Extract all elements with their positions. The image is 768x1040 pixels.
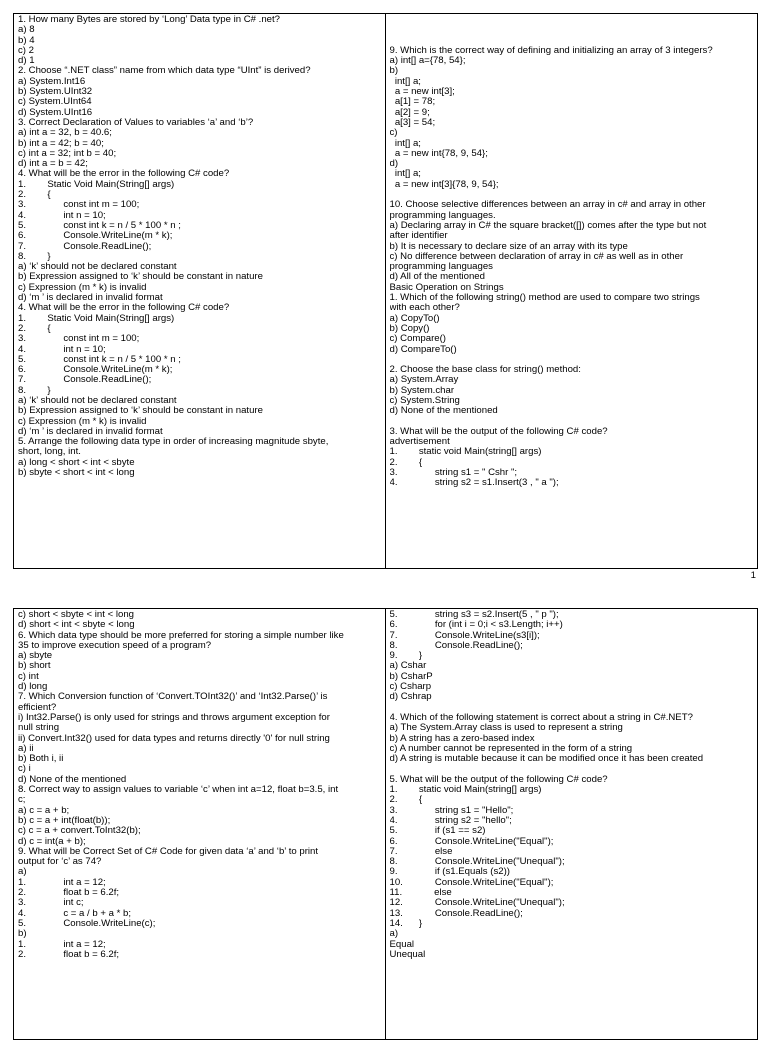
text-line: d) (389, 159, 399, 170)
text-line: c) i (18, 764, 31, 775)
text-line: c) Csharp (389, 682, 432, 693)
text-line: d) short < int < sbyte < long (18, 620, 135, 631)
text-line: with each other? (389, 303, 460, 314)
text-line: 4. What will be the error in the following C# code? (18, 169, 230, 180)
text-line: efficient? (18, 702, 57, 713)
text-line: 4. Which of the following statement is correct about a string in C#.NET? (389, 712, 693, 723)
text-line: c) int (18, 671, 39, 682)
text-line: 2. { (389, 457, 423, 468)
text-line: 3. const int m = 100; (18, 334, 140, 345)
text-line: d) None of the mentioned (18, 774, 127, 785)
text-line: output for ‘c’ as 74? (18, 857, 102, 868)
text-line: 2. Choose the base class for string() method: (389, 365, 581, 376)
text-line (390, 25, 754, 35)
text-line: b) Expression assigned to ‘k’ should be constant in nature (18, 406, 263, 417)
text-line: 9. What will be Correct Set of C# Code for given data ‘a’ and ‘b’ to print (18, 846, 319, 857)
text-line: 3. What will be the output of the following C# code? (389, 426, 608, 437)
text-line: d) Cshrap (389, 692, 432, 703)
text-line: 4. int n = 10; (18, 344, 106, 355)
text-line (390, 417, 754, 427)
document-page-1 (13, 13, 758, 569)
text-line: d) A string is mutable because it can be modified once it has been created (389, 754, 704, 765)
text-line: b) short (18, 661, 51, 672)
text-line: c) Expression (m * k) is invalid (18, 282, 147, 293)
text-line: int[] a; (389, 76, 421, 87)
text-line: d) All of the mentioned (389, 272, 485, 283)
text-line: 10. Choose selective differences between an array in c# and array in other (389, 200, 706, 211)
text-line: 7. Console.ReadLine(); (18, 375, 152, 386)
text-line: a = new int[3]{78, 9, 54}; (389, 179, 499, 190)
text-line: 2. { (18, 190, 51, 201)
text-line: c) A number cannot be represented in the form of a string (389, 743, 633, 754)
text-line: 2. float b = 6.2f; (18, 888, 120, 899)
text-line: programming languages. (389, 210, 496, 221)
document-page-2 (13, 608, 758, 1040)
text-line: a) ‘k’ should not be declared constant (18, 262, 177, 273)
text-line: c) No difference between declaration of array in c# as well as in other (389, 251, 684, 262)
page-2-right-column (386, 609, 758, 1039)
text-line: after identifier (389, 231, 448, 242)
text-line: null string (18, 723, 60, 734)
text-line: d) 1 (18, 56, 35, 67)
text-line (390, 355, 754, 365)
text-line: d) int a = b = 42; (18, 159, 88, 170)
text-line: 6. Console.WriteLine(m * k); (18, 231, 173, 242)
text-line: 6. Which data type should be more preferred for storing a simple number like (18, 630, 344, 641)
page-1-left-column (14, 14, 386, 568)
text-line: 4. What will be the error in the following C# code? (18, 303, 230, 314)
text-line: advertisement (389, 437, 450, 448)
text-line: 12. Console.WriteLine("Unequal"); (389, 898, 565, 909)
text-line: b) Both i, ii (18, 754, 64, 765)
text-line: 5. const int k = n / 5 * 100 * n ; (18, 220, 181, 231)
text-line: 7. Console.ReadLine(); (18, 241, 152, 252)
text-line: a) long < short < int < sbyte (18, 457, 135, 468)
text-line: programming languages (389, 262, 493, 273)
text-line: c) System.String (389, 395, 460, 406)
text-line: Equal (389, 939, 415, 950)
text-line: 2. { (18, 323, 51, 334)
text-line: c) c = a + convert.ToInt32(b); (18, 826, 141, 837)
text-line: 1. Which of the following string() method are used to compare two strings (389, 293, 700, 304)
text-line: 4. int n = 10; (18, 210, 106, 221)
text-line: 1. static void Main(string[] args) (389, 785, 542, 796)
text-line: 8. Console.WriteLine("Unequal"); (389, 857, 565, 868)
text-line: d) c = int(a + b); (18, 836, 86, 847)
text-line: a[3] = 54; (389, 117, 436, 128)
text-line: 5. const int k = n / 5 * 100 * n ; (18, 354, 181, 365)
text-line: a) Declaring array in C# the square bracket([]) comes after the type but not (389, 220, 707, 231)
text-line: d) ‘m ’ is declared in invalid format (18, 426, 163, 437)
text-line: b) It is necessary to declare size of an array with its type (389, 241, 628, 252)
text-line: d) CompareTo() (389, 344, 457, 355)
text-line: a) sbyte (18, 651, 53, 662)
text-line: 2. float b = 6.2f; (18, 949, 120, 960)
text-line: 14. } (389, 918, 423, 929)
text-line: a) Cshar (389, 661, 427, 672)
text-line: a) c = a + b; (18, 805, 70, 816)
text-line: 4. c = a / b + a * b; (18, 908, 132, 919)
text-line: 3. Correct Declaration of Values to variables ‘a’ and ‘b’? (18, 117, 254, 128)
text-line: 2. { (389, 795, 423, 806)
text-line: d) ‘m ’ is declared in invalid format (18, 293, 163, 304)
text-line: b) System.char (389, 385, 455, 396)
text-line: 3. const int m = 100; (18, 200, 140, 211)
text-line: d) System.UInt16 (18, 107, 93, 118)
text-line: 3. string s1 = " Cshr "; (389, 468, 518, 479)
text-line: a) int[] a={78, 54}; (389, 56, 466, 67)
text-line: 7. else (389, 846, 453, 857)
page-2-left-column (14, 609, 386, 1039)
text-line: b) CsharP (389, 671, 433, 682)
text-line: short, long, int. (18, 447, 81, 458)
text-line: 8. Correct way to assign values to variable ‘c’ when int a=12, float b=3.5, int (18, 785, 339, 796)
text-line: c) short < sbyte < int < long (18, 610, 134, 620)
text-line: c) System.UInt64 (18, 97, 92, 108)
text-line: 5. What will be the output of the following C# code? (389, 774, 608, 785)
text-line: b) Expression assigned to ‘k’ should be constant in nature (18, 272, 263, 283)
text-line (390, 703, 754, 713)
text-line: 9. if (s1.Equals (s2)) (389, 867, 510, 878)
text-line: 1. Static Void Main(String[] args) (18, 313, 175, 324)
text-line: 4. string s2 = "hello"; (389, 815, 512, 826)
text-line: 6. Console.WriteLine(m * k); (18, 365, 173, 376)
text-line: a) 8 (18, 25, 35, 36)
text-line: a) CopyTo() (389, 313, 440, 324)
text-line: ii) Convert.Int32() used for data types and returns directly '0' for null string (18, 733, 330, 744)
text-line (390, 36, 754, 46)
text-line: a) System.Int16 (18, 76, 86, 87)
text-line: b) sbyte < short < int < long (18, 468, 135, 479)
text-line: b) (18, 929, 27, 940)
text-line: c) Expression (m * k) is invalid (18, 416, 147, 427)
text-line (390, 764, 754, 774)
text-line: 6. for (int i = 0;i < s3.Length; i++) (389, 620, 563, 631)
text-line: d) long (18, 682, 48, 693)
text-line: 9. } (389, 651, 423, 662)
text-line: 8. Console.ReadLine(); (389, 640, 523, 651)
page-number: 1 (750, 570, 756, 581)
text-line: 8. } (18, 385, 51, 396)
text-line: int[] a; (389, 169, 421, 180)
text-line: 13. Console.ReadLine(); (389, 908, 523, 919)
text-line: c) 2 (18, 45, 34, 56)
text-line: 1. int a = 12; (18, 877, 106, 888)
text-line: b) (389, 66, 399, 77)
text-line: b) Copy() (389, 323, 430, 334)
text-line: 7. Console.WriteLine(s3[i]); (389, 630, 540, 641)
text-line: a = new int[3]; (389, 87, 455, 98)
page-1-right-column (386, 14, 758, 568)
text-line: a) The System.Array class is used to represent a string (389, 723, 623, 734)
text-line: 11. else (389, 888, 452, 899)
text-line: b) 4 (18, 35, 35, 46)
text-line (390, 190, 754, 200)
text-line: b) System.UInt32 (18, 87, 93, 98)
text-line: c; (18, 795, 26, 806)
text-line: 5. Arrange the following data type in order of increasing magnitude sbyte, (18, 437, 329, 448)
text-line: a[2] = 9; (389, 107, 430, 118)
text-line: 4. string s2 = s1.Insert(3 , " a "); (389, 478, 559, 489)
text-line: a) (18, 867, 27, 878)
text-line: 35 to improve execution speed of a program? (18, 640, 212, 651)
text-line: a = new int{78, 9, 54}; (389, 148, 488, 159)
text-line: a) ii (18, 743, 34, 754)
text-line: 8. } (18, 251, 51, 262)
text-line: 1. How many Bytes are stored by ‘Long’ Data type in C# .net? (18, 15, 281, 25)
text-line: c) int a = 32; int b = 40; (18, 148, 117, 159)
text-line: 6. Console.WriteLine("Equal"); (389, 836, 554, 847)
text-line: 1. int a = 12; (18, 939, 106, 950)
text-line: 1. Static Void Main(String[] args) (18, 179, 175, 190)
text-line: 7. Which Conversion function of ‘Convert.TOInt32()’ and ‘Int32.Parse()’ is (18, 692, 328, 703)
text-line: a) System.Array (389, 375, 459, 386)
text-line: a) ‘k’ should not be declared constant (18, 395, 177, 406)
text-line: b) A string has a zero-based index (389, 733, 535, 744)
text-line: Unequal (389, 949, 426, 960)
text-line: d) None of the mentioned (389, 406, 498, 417)
text-line: a[1] = 78; (389, 97, 436, 108)
text-line: a) (389, 929, 399, 940)
text-line: a) int a = 32, b = 40.6; (18, 128, 112, 139)
text-line: c) (389, 128, 398, 139)
text-line: 2. Choose “.NET class” name from which data type “UInt” is derived? (18, 66, 311, 77)
text-line: i) Int32.Parse() is only used for strings and throws argument exception for (18, 712, 330, 723)
text-line: 10. Console.WriteLine("Equal"); (389, 877, 554, 888)
text-line: 3. int c; (18, 898, 84, 909)
text-line (390, 15, 754, 25)
text-line: 9. Which is the correct way of defining and initializing an array of 3 integers? (389, 45, 713, 56)
text-line: 3. string s1 = "Hello"; (389, 805, 514, 816)
text-line: 5. if (s1 == s2) (389, 826, 486, 837)
text-line: c) Compare() (389, 334, 447, 345)
text-line: b) c = a + int(float(b)); (18, 815, 111, 826)
text-line: 1. static void Main(string[] args) (389, 447, 542, 458)
text-line: 5. string s3 = s2.Insert(5 , " p "); (389, 610, 559, 620)
text-line: int[] a; (389, 138, 421, 149)
text-line: b) int a = 42; b = 40; (18, 138, 104, 149)
text-line: Basic Operation on Strings (389, 282, 504, 293)
text-line: 5. Console.WriteLine(c); (18, 918, 156, 929)
